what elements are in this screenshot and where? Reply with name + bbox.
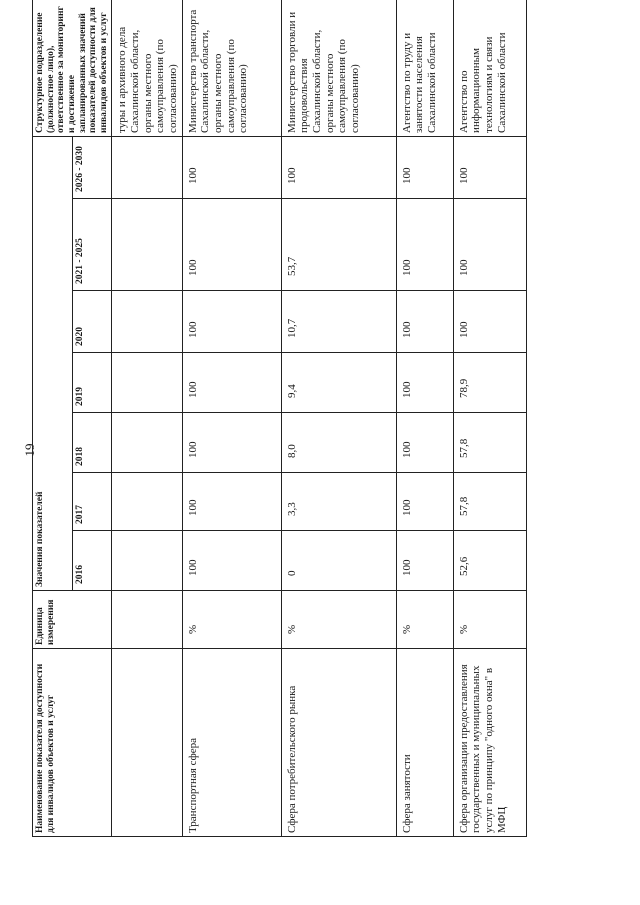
value-cell: 100	[281, 136, 396, 198]
value-cell: 100	[182, 199, 281, 291]
header-values-group: Значения показателей	[33, 136, 73, 590]
responsible-cell: Министерство торговли и продовольствия Сахалинской области, органы местного самоуправления (по согласованию)	[281, 0, 396, 136]
value-cell: 100	[453, 136, 526, 198]
unit-cell: %	[182, 591, 281, 649]
value-cell: 53,7	[281, 199, 396, 291]
value-cell: 57,8	[453, 413, 526, 473]
value-cell: 52,6	[453, 531, 526, 591]
indicator-name: Сфера организации предоставления государственных и муниципальных услуг по принципу "одного окна" в МФЦ	[453, 649, 526, 837]
value-cell: 100	[396, 291, 453, 353]
indicator-name: Сфера занятости	[396, 649, 453, 837]
table-row	[182, 0, 281, 837]
value-cell: 100	[182, 473, 281, 531]
table-cell	[112, 591, 182, 649]
accessibility-indicators-table	[32, 0, 527, 837]
value-cell: 100	[396, 199, 453, 291]
table-cell	[112, 136, 182, 198]
table-cell	[112, 531, 182, 591]
value-cell: 100	[396, 353, 453, 413]
unit-cell: %	[281, 591, 396, 649]
header-year: 2019	[72, 353, 112, 413]
value-cell: 100	[182, 291, 281, 353]
value-cell: 3,3	[281, 473, 396, 531]
value-cell: 100	[182, 136, 281, 198]
table-row	[453, 0, 526, 837]
value-cell: 9,4	[281, 353, 396, 413]
table-cell	[112, 473, 182, 531]
responsible-cell: Министерство транспорта Сахалинской области, органы местного самоуправления (по согласованию)	[182, 0, 281, 136]
value-cell: 78,9	[453, 353, 526, 413]
header-year: 2020	[72, 291, 112, 353]
value-cell: 100	[182, 353, 281, 413]
header-indicator-name: Наименование показателя доступности для инвалидов объектов и услуг	[33, 649, 112, 837]
value-cell: 100	[396, 473, 453, 531]
header-year: 2017	[72, 473, 112, 531]
value-cell: 0	[281, 531, 396, 591]
header-responsible: Структурное подразделение (должностное лицо), ответственное за мониторинг и достижение запланированных значений показателей доступности для инвалидов объектов и услуг	[33, 0, 112, 136]
indicator-name: Сфера потребительского рынка	[281, 649, 396, 837]
unit-cell: %	[453, 591, 526, 649]
table-cell	[112, 649, 182, 837]
header-year: 2026 - 2030	[72, 136, 112, 198]
table-cell	[112, 199, 182, 291]
value-cell: 100	[453, 291, 526, 353]
continuation-row	[112, 0, 182, 837]
responsible-cell: Агентство по информационным технологиям и связи Сахалинской области	[453, 0, 526, 136]
header-unit: Единица измерения	[33, 591, 112, 649]
header-row	[33, 0, 73, 837]
page-number: 19	[22, 443, 37, 457]
table-cell	[112, 413, 182, 473]
value-cell: 100	[182, 413, 281, 473]
header-year: 2021 - 2025	[72, 199, 112, 291]
unit-cell: %	[396, 591, 453, 649]
header-year: 2016	[72, 531, 112, 591]
table-row	[396, 0, 453, 837]
value-cell: 8,0	[281, 413, 396, 473]
responsible-cell: туры и архивного дела Сахалинской области, органы местного самоуправления (по согласованию)	[112, 0, 182, 136]
indicator-name: Транспортная сфера	[182, 649, 281, 837]
responsible-cell: Агентство по труду и занятости населения Сахалинской области	[396, 0, 453, 136]
value-cell: 100	[396, 136, 453, 198]
value-cell: 100	[453, 199, 526, 291]
value-cell: 100	[396, 531, 453, 591]
value-cell: 57,8	[453, 473, 526, 531]
value-cell: 100	[396, 413, 453, 473]
table-row	[281, 0, 396, 837]
table-cell	[112, 353, 182, 413]
value-cell: 100	[182, 531, 281, 591]
header-year: 2018	[72, 413, 112, 473]
value-cell: 10,7	[281, 291, 396, 353]
table-cell	[112, 291, 182, 353]
